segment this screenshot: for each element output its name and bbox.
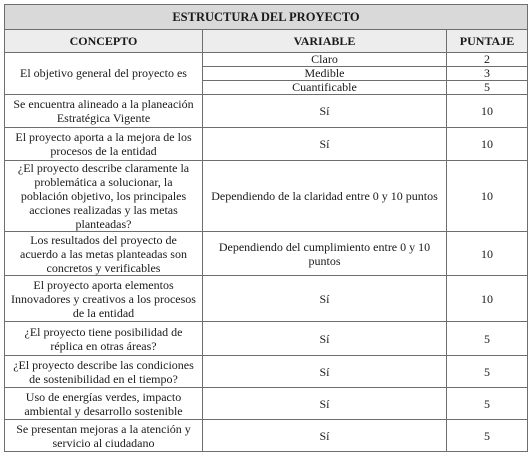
- concepto-cell: El objetivo general del proyecto es: [5, 53, 203, 95]
- concepto-cell: El proyecto aporta a la mejora de los procesos de la entidad: [5, 128, 203, 161]
- concepto-cell: Se encuentra alineado a la planeación Estratégica Vigente: [5, 95, 203, 128]
- table-row: [5, 276, 528, 322]
- variable-cell: Sí: [203, 95, 447, 128]
- table-row: [5, 388, 528, 420]
- concepto-cell: ¿El proyecto describe claramente la problemática a solucionar, la población objetivo, los principales acciones realizadas y las metas planteadas?: [5, 161, 203, 232]
- variable-cell: Medible: [203, 67, 447, 81]
- puntaje-cell: 5: [447, 420, 528, 452]
- variable-cell: Cuantificable: [203, 81, 447, 95]
- variable-cell: Sí: [203, 356, 447, 388]
- project-structure-table: [4, 4, 528, 452]
- table-row: [5, 161, 528, 232]
- puntaje-cell: 5: [447, 322, 528, 356]
- puntaje-cell: 10: [447, 276, 528, 322]
- table-row: [5, 95, 528, 128]
- table-row: [5, 322, 528, 356]
- variable-cell: Sí: [203, 128, 447, 161]
- puntaje-cell: 10: [447, 232, 528, 276]
- table-row: [5, 128, 528, 161]
- variable-cell: Dependiendo de la claridad entre 0 y 10 puntos: [203, 161, 447, 232]
- table-row: [5, 420, 528, 452]
- puntaje-cell: 5: [447, 388, 528, 420]
- structure-table-container: [4, 4, 528, 452]
- table-header-row: [5, 30, 528, 53]
- puntaje-cell: 5: [447, 81, 528, 95]
- table-row: [5, 232, 528, 276]
- variable-cell: Sí: [203, 276, 447, 322]
- variable-cell: Sí: [203, 388, 447, 420]
- variable-cell: Sí: [203, 420, 447, 452]
- header-variable: VARIABLE: [203, 30, 447, 53]
- variable-cell: Dependiendo del cumplimiento entre 0 y 10 puntos: [203, 232, 447, 276]
- table-title-row: [5, 5, 528, 30]
- puntaje-cell: 5: [447, 356, 528, 388]
- concepto-cell: Los resultados del proyecto de acuerdo a las metas planteadas son concretos y verificables: [5, 232, 203, 276]
- header-concepto: CONCEPTO: [5, 30, 203, 53]
- puntaje-cell: 2: [447, 53, 528, 67]
- concepto-cell: ¿El proyecto describe las condiciones de sostenibilidad en el tiempo?: [5, 356, 203, 388]
- variable-cell: Claro: [203, 53, 447, 67]
- concepto-cell: Se presentan mejoras a la atención y servicio al ciudadano: [5, 420, 203, 452]
- header-puntaje: PUNTAJE: [447, 30, 528, 53]
- concepto-cell: Uso de energías verdes, impacto ambiental y desarrollo sostenible: [5, 388, 203, 420]
- table-row: [5, 53, 528, 67]
- concepto-cell: ¿El proyecto tiene posibilidad de réplica en otras áreas?: [5, 322, 203, 356]
- puntaje-cell: 10: [447, 161, 528, 232]
- concepto-cell: El proyecto aporta elementos Innovadores y creativos a los procesos de la entidad: [5, 276, 203, 322]
- puntaje-cell: 3: [447, 67, 528, 81]
- puntaje-cell: 10: [447, 95, 528, 128]
- puntaje-cell: 10: [447, 128, 528, 161]
- table-row: [5, 356, 528, 388]
- variable-cell: Sí: [203, 322, 447, 356]
- table-title: ESTRUCTURA DEL PROYECTO: [5, 5, 528, 30]
